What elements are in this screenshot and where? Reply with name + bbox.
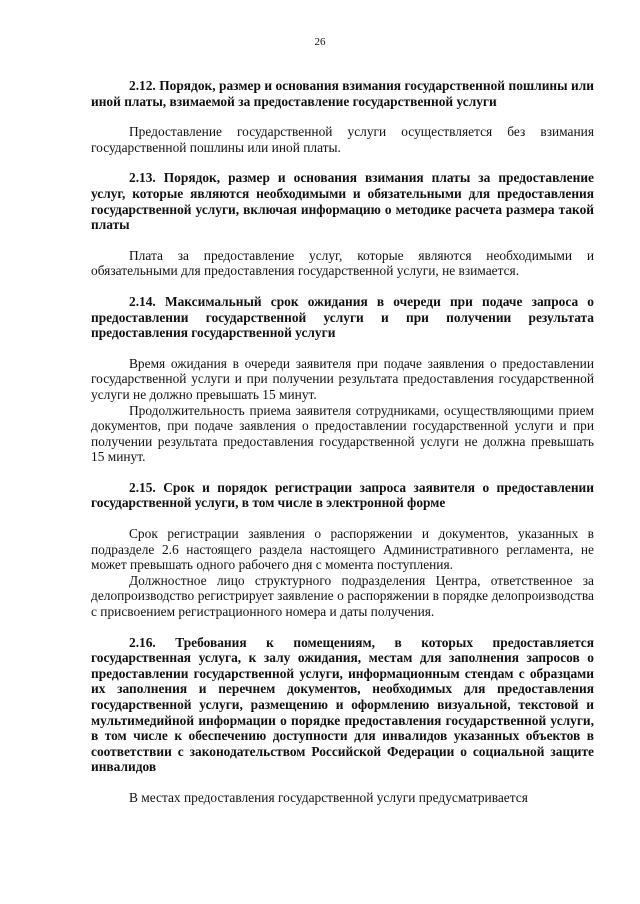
section-2-13 [91, 170, 594, 279]
page-number: 26 [314, 36, 326, 48]
section-paragraph: Плата за предоставление услуг, которые являются необходимыми и обязательными для предоставления государственной услуги, не взимается. [91, 247, 594, 279]
section-paragraph: Предоставление государственной услуги осуществляется без взимания государственной пошлины или иной платы. [91, 124, 594, 155]
section-2-14 [91, 294, 594, 465]
section-paragraph: Продолжительность приема заявителя сотрудниками, осуществляющими прием документов, при подаче заявления о предоставлении государственной услуги и при получении результата предоставления государственной услуги не должна превышать 15 минут. [91, 402, 594, 465]
section-heading: 2.12. Порядок, размер и основания взимания государственной пошлины или иной платы, взимаемой за предоставление государственной услуги [91, 78, 594, 109]
section-2-12 [91, 78, 594, 155]
section-paragraph: Время ожидания в очереди заявителя при подаче заявления о предоставлении государственной услуги и при получении результата предоставления государственной услуги не должно превышать 15 минут. [91, 355, 594, 402]
section-heading: 2.15. Срок и порядок регистрации запроса заявителя о предоставлении государственной услуги, в том числе в электронной форме [91, 479, 594, 511]
section-heading: 2.16. Требования к помещениям, в которых предоставляется государственная услуга, к залу ожидания, местам для заполнения запросов о предоставлении государственной услуги, информационным стендам с образцами их заполнения и перечнем документов, необходимых для предоставления государственной услуги, размещению и оформлению визуальной, текстовой и мультимедийной информации о порядке предоставления государственной услуги, в том числе к обеспечению доступности для инвалидов указанных объектов в соответствии с законодательством Российской Федерации о социальной защите инвалидов [91, 634, 594, 775]
document-body [91, 78, 594, 806]
section-2-15 [91, 480, 594, 620]
section-heading: 2.13. Порядок, размер и основания взимания платы за предоставление услуг, которые являются необходимыми и обязательными для предоставления государственной услуги, включая информацию о методике расчета размера такой платы [91, 170, 594, 233]
section-heading: 2.14. Максимальный срок ожидания в очереди при подаче запроса о предоставлении государственной услуги и при получении результата предоставления государственной услуги [91, 293, 594, 341]
section-paragraph: Должностное лицо структурного подразделения Центра, ответственное за делопроизводство регистрирует заявление о распоряжении в порядке делопроизводства с присвоением регистрационного номера и даты получения. [91, 572, 594, 620]
section-paragraph: В местах предоставления государственной услуги предусматривается [129, 789, 528, 805]
section-2-16 [91, 635, 594, 806]
section-paragraph: Срок регистрации заявления о распоряжении и документов, указанных в подразделе 2.6 настоящего раздела настоящего Административного регламента, не может превышать одного рабочего дня с момента поступления. [91, 526, 594, 573]
